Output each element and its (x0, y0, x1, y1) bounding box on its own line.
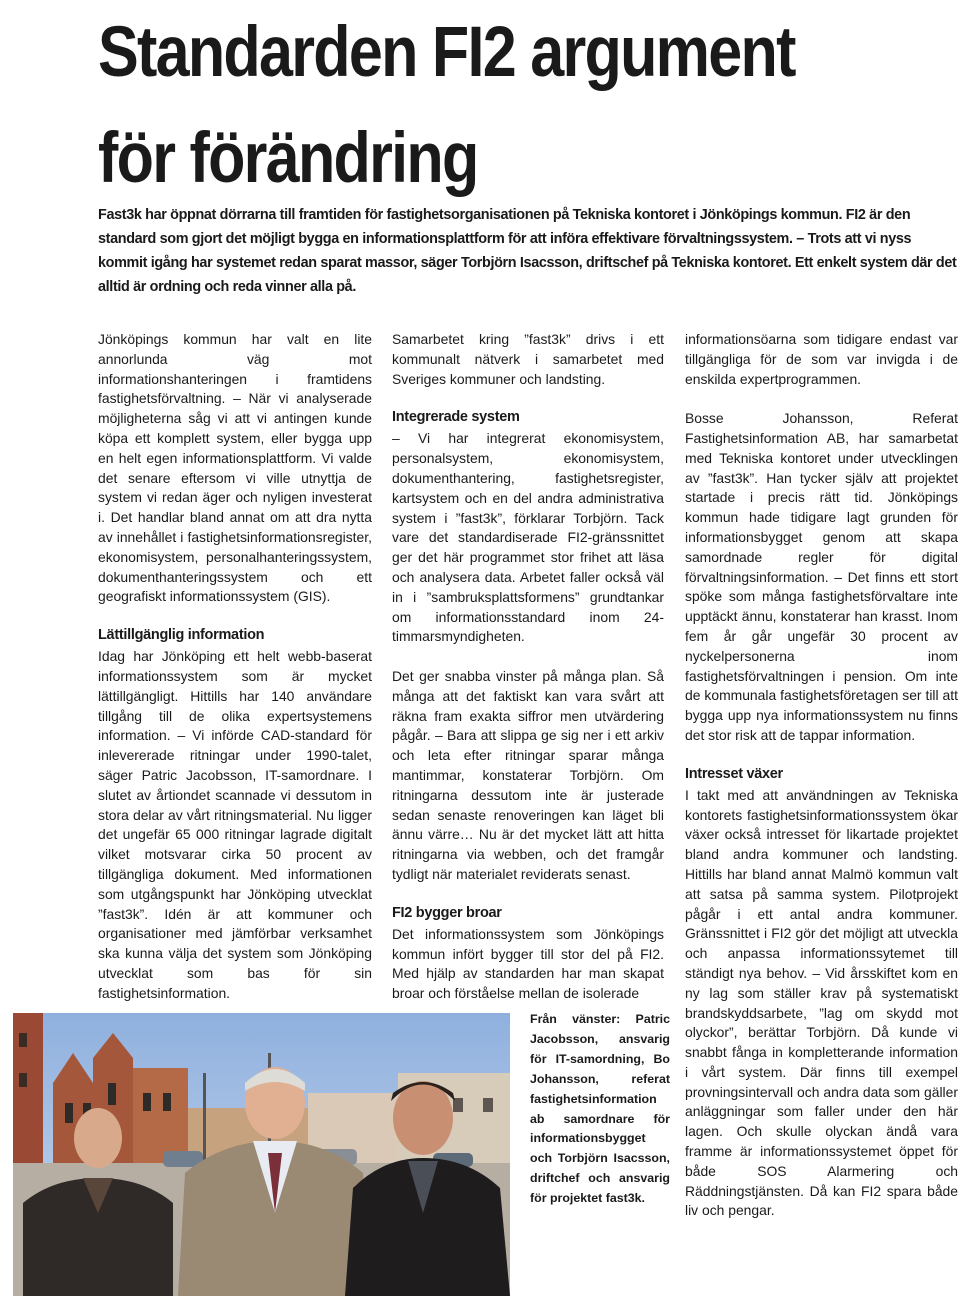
subheading-lattillganglig: Lättillgänglig information (98, 627, 265, 644)
article-title (98, 0, 820, 212)
column-2 (392, 330, 664, 1004)
subheading-intresset-vaxer: Intresset växer (685, 765, 783, 782)
lead-paragraph: Fast3k har öppnat dörrarna till framtiden för fastighetsorganisationen på Tekniska kontoret i Jönköpings kommun. FI2 är den standard som gjort det möjligt bygga en informationsplattform för att införa effektivare förvaltningssystem. – Trots att vi nyss kommit igång har systemet redan sparat massor, säger Torbjörn Isacsson, driftschef på Tekniska kontoret. Ett enkelt system där det alltid är ordning och reda vinner alla på. (98, 207, 957, 295)
col1-paragraph-2: Idag har Jönköping ett helt webb-baserat informationssystem som är mycket lättillgängligt. Hittills har 140 användare tillgång till de olika expertsystemens information. – Vi införde CAD-standard för inlevererade ritningar under 1990-talet, säger Patric Jacobsson, IT-samordnare. I slutet av årtiondet scannade vi dessutom in stora delar av vårt ritningsmaterial. Nu ligger det ungefär 65 000 ritningar lagrade digitalt vilket motsvarar cirka 50 procent av tillgängliga dokument. Med informationen som utgångspunkt har Jönköping utvecklat ”fast3k”. Idén är att kommuner och organisationer med jämförbar verksamhet ska kunna välja det system som Jönköping utvecklat som bas för sin fastighetsinformation. (98, 648, 372, 1001)
title-line-2: för förändring (98, 119, 478, 198)
col2-paragraph-3: Det ger snabba vinster på många plan. Så många att det faktiskt kan vara svårt att räkna fram exakta siffror men utvärdering pågår. – Bara att slippa ge sig ner i ett arkiv och leta efter ritningar sparar många mantimmar, konstaterar Torbjörn. Om ritningarna dessutom inte är justerade sedan senaste renoveringen kan läget bli ännu värre… Nu är det mycket lätt att hitta ritningarna via webben, och det framgår tydligt när materialet reviderats senast. (392, 667, 664, 882)
subheading-integrerade: Integrerade system (392, 409, 520, 426)
subheading-fi2-bygger-broar: FI2 bygger broar (392, 904, 502, 921)
column-3 (685, 330, 958, 1221)
col2-paragraph-2: – Vi har integrerat ekonomisystem, personalsystem, ekonomisystem, dokumenthantering, fastighetsregister, kartsystem och en del andra administrativa system i ”fast3k”, förklarar Torbjörn. Tack vare det standardiserade FI2-gränssnittet ger det här programmet stor frihet att läsa och analysera data. Arbetet faller också väl in i ”sambruksplattsformens” grundtankar om informationsstandard inom 24-timmarsmyndigheten. (392, 430, 664, 645)
column-1 (98, 330, 372, 1004)
title-line-1: Standarden FI2 argument (98, 13, 795, 92)
col3-paragraph-2: Bosse Johansson, Referat Fastighetsinformation AB, har samarbetat med Tekniska kontoret under utvecklingen av ”fast3k”. Han tycker själv att projektet startade i precis rätt tid. Jönköpings kommun hade tidigare lagt grunden för informationsbygget genom att skapa samordnade regler för digital förvaltningsinformation. – Det finns ett stort spöke som många fastighetsförvaltare inte upptäckt ännu, konstaterar han krasst. Inom fem år går ungefär 30 procent av nyckelpersonerna inom fastighetsförvaltningen i pension. Om inte de kommunala fastighetsföretagen ser till att bygga upp nya informationssystem nu finns det stor risk att de tappar information. (685, 410, 958, 743)
col3-paragraph-1: informationsöarna som tidigare endast var tillgängliga för de som var invigda i de enskilda expertprogrammen. (685, 331, 958, 387)
col1-paragraph-1: Jönköpings kommun har valt en lite annorlunda väg mot informationshanteringen i framtidens fastighetsförvaltning. – När vi analyserade möjligheterna såg vi att vi antingen kunde köpa ett komplett system, eller bygga upp en helt egen informationsplattform. Vi valde det senare eftersom vi ville utnyttja de system vi redan äger och nyligen investerat i. Det handlar bland annat om att dra nytta av innehållet i fastighetsinformationsregister, ekonomisystem, personalhanteringssystem, dokumenthanteringssystem och ett geografiskt informationssystem (GIS). (98, 331, 372, 605)
photo-caption: Från vänster: Patric Jacobsson, ansvarig för IT-samordning, Bo Johansson, referat fastighetsinformation ab samordnare för informationsbygget och Torbjörn Isacsson, driftchef och ansvarig för projektet fast3k. (530, 1012, 670, 1206)
col2-paragraph-4: Det informationssystem som Jönköpings kommun infört bygger till stor del på FI2. Med hjälp av standarden har man skapat broar och förståelse mellan de isolerade (392, 925, 664, 1002)
col2-paragraph-1: Samarbetet kring ”fast3k” drivs i ett kommunalt nätverk i samarbetet med Sveriges kommuner och landsting. (392, 331, 664, 387)
group-photo (13, 1013, 510, 1296)
col3-paragraph-3: I takt med att användningen av Tekniska kontorets fastighetsinformationssystem ökar växer också intresset för likartade projektet bland andra kommuner och landsting. Hittills har bland annat Malmö kommun valt att satsa på samma system. Pilotprojekt pågår i ett antal andra kommuner. Gränssnittet i FI2 gör det möjligt att utveckla och anpassa informationssytemet till ständigt nya behov. – Vid årsskiftet kom en ny lag som ställer krav på systematiskt brandskyddsarbete, ”lag om skydd mot olyckor”, berättar Torbjörn. Då kunde vi snabbt fånga in kompletterande information i vårt system. Där finns till exempel provningsintervall och andra data som gäller anläggningar som faller under den här lagen. Och skulle olyckan ändå vara framme är informationssystemet öppet för både SOS Alarmering och Räddningstjänsten. Då kan FI2 spara både liv och pengar. (685, 786, 958, 1219)
